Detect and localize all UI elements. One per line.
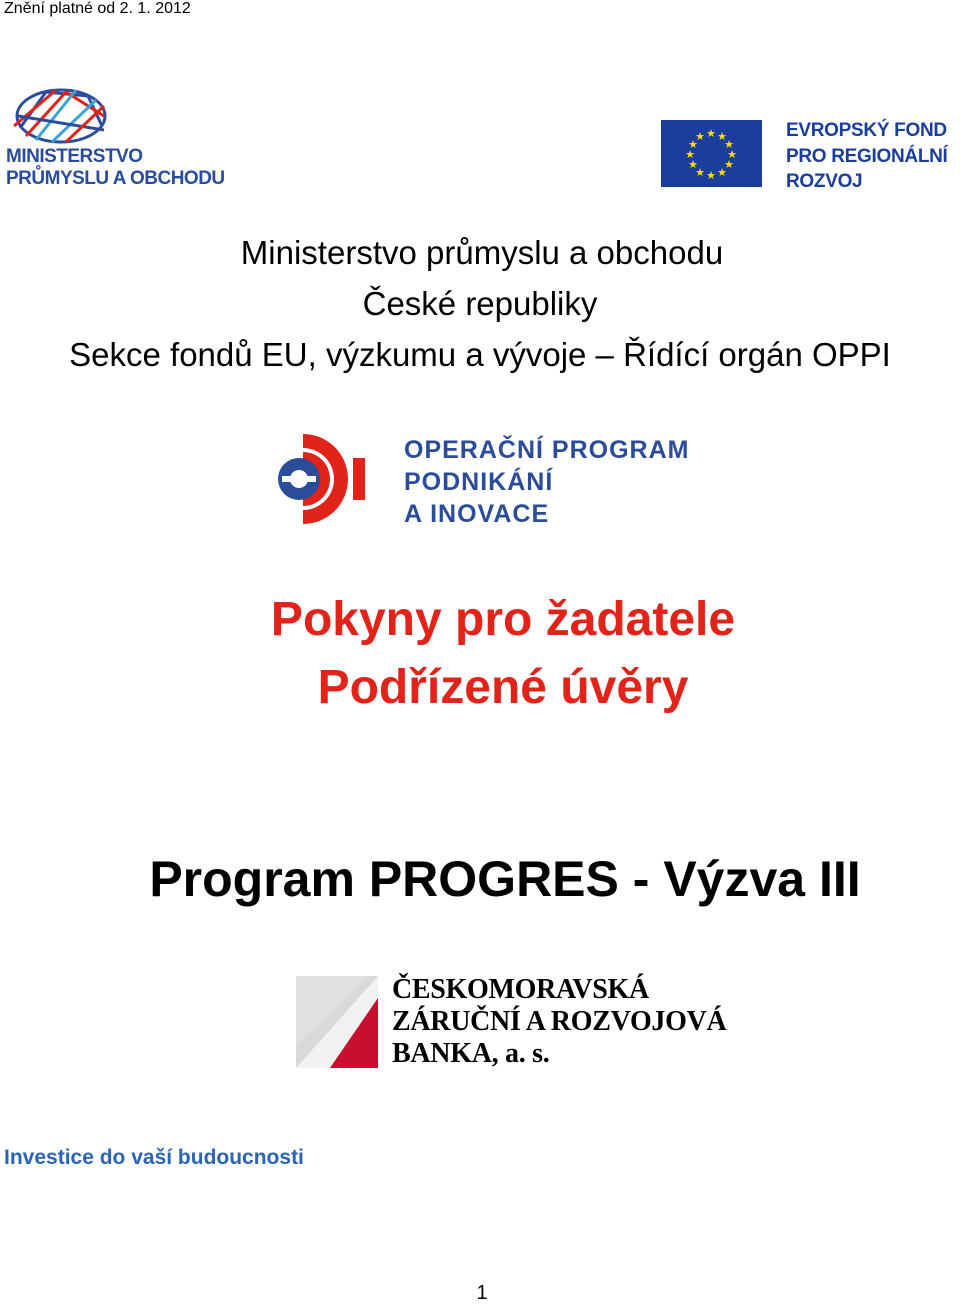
cmzrb-logo-icon bbox=[296, 976, 378, 1068]
cmzrb-logo-line-3: BANKA, a. s. bbox=[392, 1038, 550, 1069]
ministry-logo-line-2: PRŮMYSLU A OBCHODU bbox=[6, 168, 225, 189]
document-title-line-2: Podřízené úvěry bbox=[317, 661, 689, 714]
svg-text:★: ★ bbox=[688, 158, 698, 171]
svg-text:★: ★ bbox=[724, 158, 734, 171]
cmzrb-logo-line-2: ZÁRUČNÍ A ROZVOJOVÁ bbox=[392, 1006, 727, 1037]
svg-text:★: ★ bbox=[706, 127, 716, 140]
oppi-logo-text bbox=[404, 434, 689, 530]
svg-text:★: ★ bbox=[695, 166, 705, 179]
svg-text:★: ★ bbox=[685, 148, 695, 161]
svg-text:★: ★ bbox=[724, 138, 734, 151]
eu-flag-icon bbox=[661, 120, 762, 187]
eu-logo-line-3: ROZVOJ bbox=[786, 171, 863, 192]
svg-text:★: ★ bbox=[717, 130, 727, 143]
oppi-logo-line-1: OPERAČNÍ PROGRAM bbox=[404, 436, 690, 464]
cmzrb-logo-text bbox=[392, 974, 726, 1070]
cmzrb-logo-line-1: ČESKOMORAVSKÁ bbox=[392, 974, 649, 1005]
eu-stars bbox=[661, 120, 762, 187]
svg-text:★: ★ bbox=[727, 148, 737, 161]
program-title: Program PROGRES - Výzva III bbox=[149, 851, 861, 907]
issuer-line-1: Ministerstvo průmyslu a obchodu bbox=[240, 234, 724, 271]
version-note: Znění platné od 2. 1. 2012 bbox=[4, 0, 191, 17]
issuer-line-2: České republiky bbox=[362, 285, 598, 322]
eu-slogan: Investice do vaší budoucnosti bbox=[4, 1146, 304, 1169]
oppi-logo-icon bbox=[273, 430, 368, 528]
oppi-logo-line-2: PODNIKÁNÍ bbox=[404, 468, 554, 496]
svg-text:★: ★ bbox=[688, 138, 698, 151]
oppi-logo-line-3: A INOVACE bbox=[404, 500, 550, 528]
document-title-line-1: Pokyny pro žadatele bbox=[270, 593, 736, 646]
eu-logo-line-2: PRO REGIONÁLNÍ bbox=[786, 145, 948, 167]
page-number: 1 bbox=[476, 1282, 488, 1304]
svg-text:★: ★ bbox=[717, 166, 727, 179]
svg-text:★: ★ bbox=[706, 169, 716, 182]
ministry-logo-line-1: MINISTERSTVO bbox=[6, 146, 143, 167]
eu-logo-line-1: EVROPSKÝ FOND bbox=[786, 120, 947, 141]
ministry-logo-text bbox=[6, 146, 225, 190]
issuer-line-3: Sekce fondů EU, výzkumu a vývoje – Řídící orgán OPPI bbox=[69, 336, 891, 373]
svg-text:★: ★ bbox=[695, 130, 705, 143]
eu-fund-logo-text bbox=[786, 118, 948, 195]
